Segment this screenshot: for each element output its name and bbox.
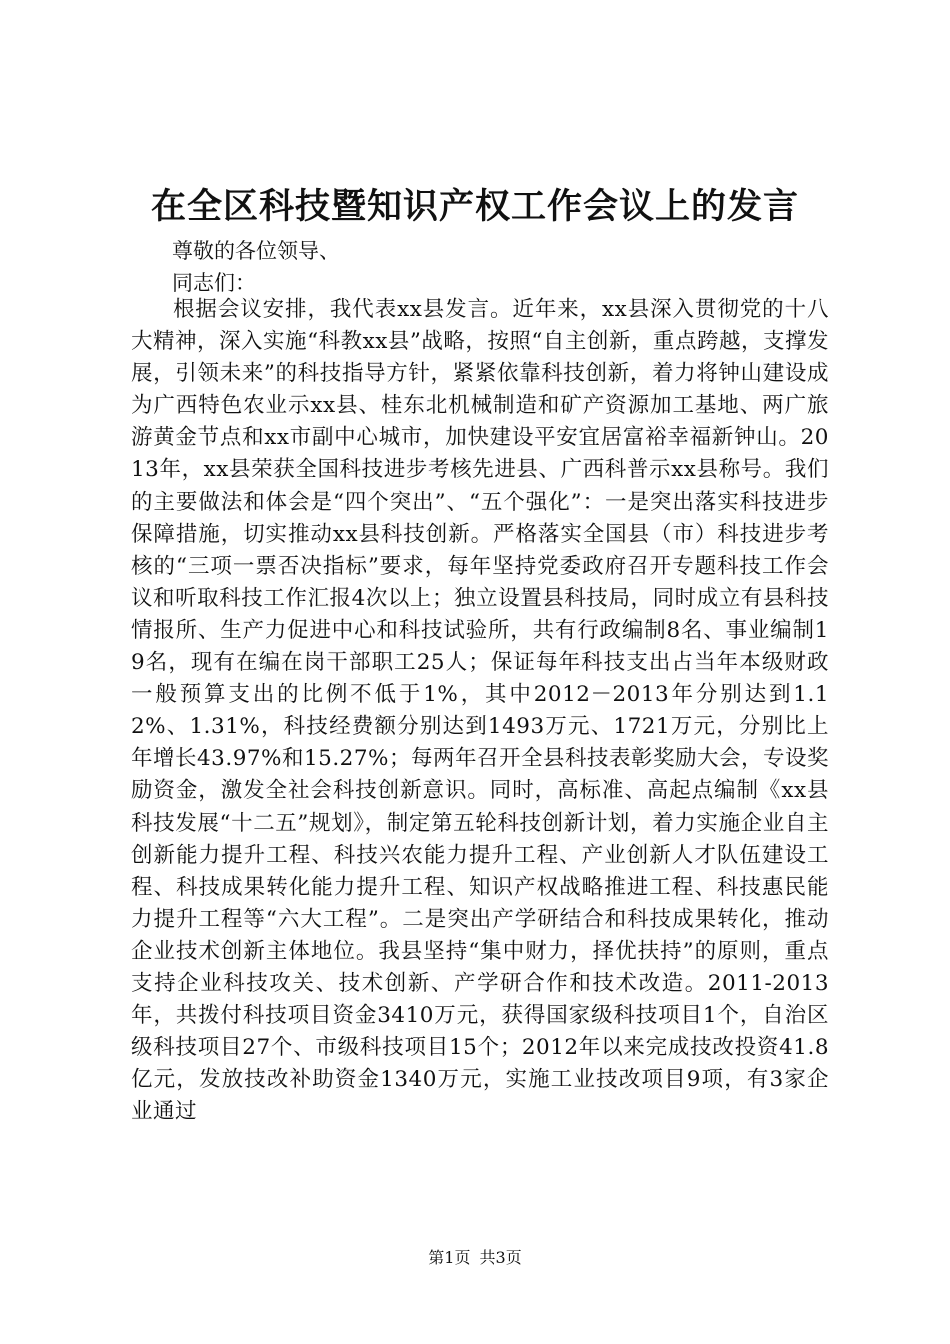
page-number: 第1页 <box>428 1248 471 1267</box>
page-total: 共3页 <box>479 1248 522 1267</box>
salutation-line-2: 同志们： <box>172 271 256 295</box>
document-title: 在全区科技暨知识产权工作会议上的发言 <box>150 186 799 227</box>
salutation-line-1: 尊敬的各位领导、 <box>172 239 340 263</box>
page-footer <box>0 1247 950 1269</box>
body-paragraph: 根据会议安排，我代表xx县发言。近年来，xx县深入贯彻党的十八大精神，深入实施“科教xx县”战略，按照“自主创新，重点跨越，支撑发展，引领未来”的科技指导方针，紧紧依靠科技创新，着力将钟山建设成为广西特色农业示xx县、桂东北机械制造和矿产资源加工基地、两广旅游黄金节点和xx市副中心城市，加快建设平安宜居富裕幸福新钟山。2013年，xx县荣获全国科技进步考核先进县、广西科普示xx县称号。我们的主要做法和体会是“四个突出”、“五个强化”：一是突出落实科技进步保障措施，切实推动xx县科技创新。严格落实全国县（市）科技进步考核的“三项一票否决指标”要求，每年坚持党委政府召开专题科技工作会议和听取科技工作汇报4次以上；独立设置县科技局，同时成立有县科技情报所、生产力促进中心和科技试验所，共有行政编制8名、事业编制19名，现有在编在岗干部职工25人；保证每年科技支出占当年本级财政一般预算支出的比例不低于1%，其中2012－2013年分别达到1.12%、1.31%，科技经费额分别达到1493万元、1721万元，分别比上年增长43.97%和15.27%；每两年召开全县科技表彰奖励大会，专设奖励资金，激发全社会科技创新意识。同时，高标准、高起点编制《xx县科技发展“十二五”规划》，制定第五轮科技创新计划，着力实施企业自主创新能力提升工程、科技兴农能力提升工程、产业创新人才队伍建设工程、科技成果转化能力提升工程、知识产权战略推进工程、科技惠民能力提升工程等“六大工程”。二是突出产学研结合和科技成果转化，推动企业技术创新主体地位。我县坚持“集中财力，择优扶持”的原则，重点支持企业科技攻关、技术创新、产学研合作和技术改造。2011-2013年，共拨付科技项目资金3410万元，获得国家级科技项目1个，自治区级科技项目27个、市级科技项目15个；2012年以来完成技改投资41.8亿元，发放技改补助资金1340万元，实施工业技改项目9项，有3家企业通过 <box>131 297 829 1125</box>
